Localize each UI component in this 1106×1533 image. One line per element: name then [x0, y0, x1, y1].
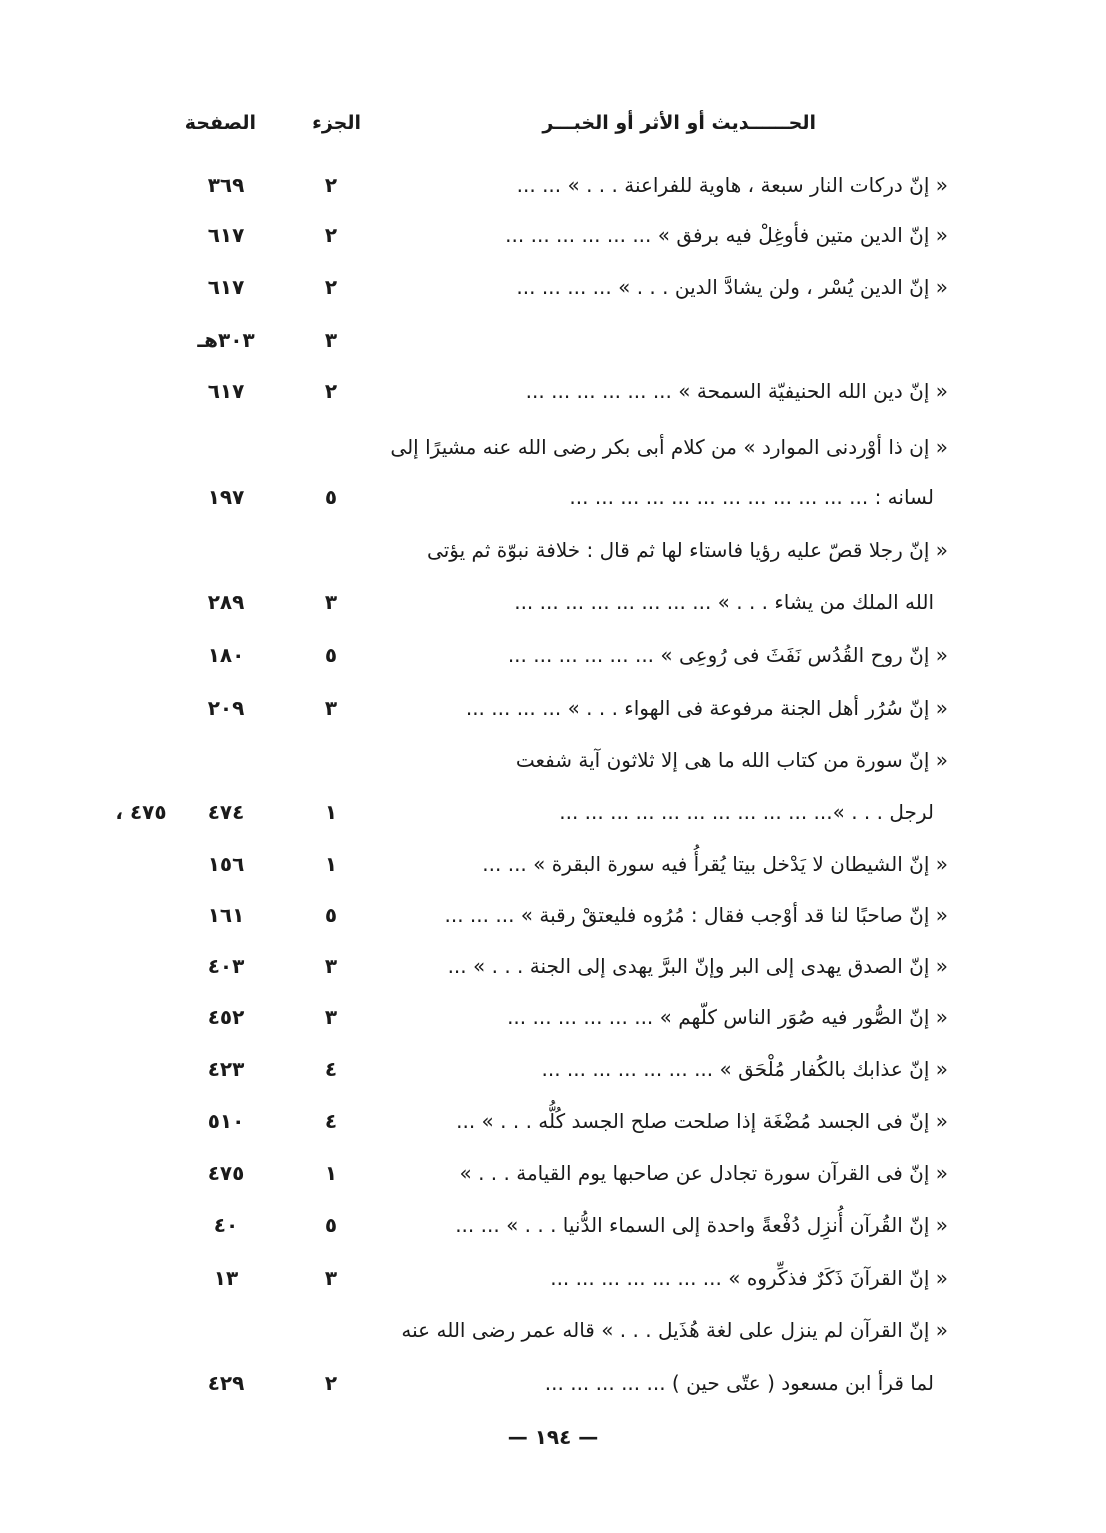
page-reference: ١٨٠: [207, 643, 245, 667]
hadith-text: الله الملك من يشاء . . . » ... ... ... ... ... ... ... ...: [514, 590, 934, 614]
page-reference: ٤٧٤: [207, 800, 245, 824]
page-reference: ١٥٦: [207, 852, 245, 876]
table-row: [0, 893, 1106, 937]
hadith-text: « إنّ القُرآن أُنزِل دُفْعةً واحدة إلى السماء الدُّنيا . . . » ... ...: [455, 1213, 948, 1237]
hadith-text: لرجل . . . »... ... ... ... ... ... ... ... ... ... ...: [559, 800, 934, 824]
page-reference: ١٩٧: [207, 485, 245, 509]
page-number: — ١٩٤ —: [507, 1425, 599, 1449]
hadith-text: « إن ذا أوْردنى الموارد » من كلام أبى بكر رضى الله عنه مشيرًا إلى: [390, 435, 948, 459]
part-number: ٥: [324, 485, 338, 509]
table-row: [0, 425, 1106, 469]
table-row: [0, 265, 1106, 309]
part-number: ٣: [324, 696, 338, 720]
table-row: [0, 528, 1106, 572]
hadith-text: « إنّ الدين يُسْر ، ولن يشادَّ الدين . . . » ... ... ... ...: [516, 275, 948, 299]
part-number: ٤: [324, 1057, 338, 1081]
part-number: ٢: [324, 275, 338, 299]
page-reference: ٤٢٣: [207, 1057, 245, 1081]
table-row: [0, 738, 1106, 782]
hadith-text: « إنّ صاحبًا لنا قد أوْجب فقال : مُرُوه فليعتقْ رقبة » ... ... ...: [444, 903, 948, 927]
table-row: [0, 1361, 1106, 1405]
part-number: ١: [324, 1161, 338, 1185]
part-number: ٣: [324, 590, 338, 614]
page-reference: ٦١٧: [207, 379, 245, 403]
table-row: [0, 995, 1106, 1039]
page-reference: ٤٥٢: [207, 1005, 245, 1029]
table-row: [0, 1308, 1106, 1352]
page-reference: ٣٦٩: [207, 173, 245, 197]
part-number: ٢: [324, 379, 338, 403]
page-reference: ٤٢٩: [207, 1371, 245, 1395]
part-number: ٣: [324, 1266, 338, 1290]
hadith-text: « إنّ سُرُر أهل الجنة مرفوعة فى الهواء . . . » ... ... ... ...: [465, 696, 948, 720]
part-number: ١: [324, 800, 338, 824]
part-number: ٣: [324, 328, 338, 352]
hadith-text: « إنّ الصدق يهدى إلى البر وإنّ البرَّ يهدى إلى الجنة . . . » ...: [447, 954, 948, 978]
table-row: [0, 369, 1106, 413]
table-row: [0, 318, 1106, 362]
hadith-text: « إنّ الصُّور فيه صُوَر الناس كلّهم » ... ... ... ... ... ...: [507, 1005, 948, 1029]
page-reference-extra: ٤٧٥ ،: [115, 800, 167, 824]
table-row: [0, 1099, 1106, 1143]
table-header: [0, 112, 1106, 152]
page-reference: ١٣: [213, 1266, 239, 1290]
part-number: ٣: [324, 1005, 338, 1029]
hadith-text: « إنّ الشيطان لا يَدْخل بيتا يُقرأُ فيه سورة البقرة » ... ...: [482, 852, 948, 876]
table-row: [0, 1203, 1106, 1247]
part-number: ١: [324, 852, 338, 876]
hadith-text: « إنّ روح القُدُس نَفَثَ فى رُوعِى » ... ... ... ... ... ...: [507, 643, 948, 667]
table-row: [0, 213, 1106, 257]
hadith-text: « إنّ دين الله الحنيفيّة السمحة » ... ... ... ... ... ...: [525, 379, 948, 403]
header-hadith-column: الحــــــديث أو الأثر أو الخبـــر: [542, 112, 816, 134]
hadith-text: « إنّ الدين متين فأوغِلْ فيه برفق » ... ... ... ... ... ...: [505, 223, 948, 247]
page-reference: ٤٧٥: [207, 1161, 245, 1185]
table-row: [0, 1256, 1106, 1300]
page-reference: ٤٠٣: [207, 954, 245, 978]
hadith-text: « إنّ فى الجسد مُضْغَة إذا صلحت صلح الجسد كُلُّه . . . » ...: [456, 1109, 948, 1133]
hadith-text: لسانه : ... ... ... ... ... ... ... ... ... ... ... ...: [569, 485, 934, 509]
page-reference: ٥١٠: [207, 1109, 245, 1133]
page-reference: ١٦١: [207, 903, 245, 927]
hadith-text: « إنّ فى القرآن سورة تجادل عن صاحبها يوم القيامة . . . »: [459, 1161, 948, 1185]
hadith-text: « إنّ القرآنَ ذَكَرٌ فذكِّروه » ... ... ... ... ... ... ...: [550, 1266, 948, 1290]
table-row: [0, 163, 1106, 207]
page-reference: ٢٠٩: [207, 696, 245, 720]
header-page-column: الصفحة: [184, 112, 256, 134]
part-number: ٢: [324, 223, 338, 247]
table-row: [0, 1151, 1106, 1195]
part-number: ٤: [324, 1109, 338, 1133]
table-row: [0, 580, 1106, 624]
table-row: [0, 842, 1106, 886]
page-reference: ٢٨٩: [207, 590, 245, 614]
table-row: [0, 790, 1106, 834]
hadith-text: « إنّ القرآن لم ينزل على لغة هُذَيل . . . » قاله عمر رضى الله عنه: [401, 1318, 948, 1342]
page-reference: ٦١٧: [207, 275, 245, 299]
hadith-text: « إنّ عذابك بالكُفار مُلْحَق » ... ... ... ... ... ... ...: [541, 1057, 948, 1081]
page-reference: ٤٠: [213, 1213, 239, 1237]
hadith-text: « إنّ دركات النار سبعة ، هاوية للفراعنة . . . » ... ...: [516, 173, 948, 197]
table-row: [0, 633, 1106, 677]
table-row: [0, 944, 1106, 988]
part-number: ٢: [324, 1371, 338, 1395]
part-number: ٥: [324, 903, 338, 927]
table-row: [0, 686, 1106, 730]
hadith-text: لما قرأ ابن مسعود ( عتّى حين ) ... ... ... ... ...: [544, 1371, 934, 1395]
header-part-column: الجزء: [312, 112, 361, 134]
table-row: [0, 1047, 1106, 1091]
part-number: ٣: [324, 954, 338, 978]
hadith-text: « إنّ رجلا قصّ عليه رؤيا فاستاء لها ثم قال : خلافة نبوّة ثم يؤتى: [427, 538, 948, 562]
part-number: ٢: [324, 173, 338, 197]
hadith-text: « إنّ سورة من كتاب الله ما هى إلا ثلاثون آية شفعت: [515, 748, 948, 772]
part-number: ٥: [324, 1213, 338, 1237]
table-row: [0, 475, 1106, 519]
page-reference: ٣٠٣هـ: [197, 328, 255, 352]
part-number: ٥: [324, 643, 338, 667]
page-reference: ٦١٧: [207, 223, 245, 247]
